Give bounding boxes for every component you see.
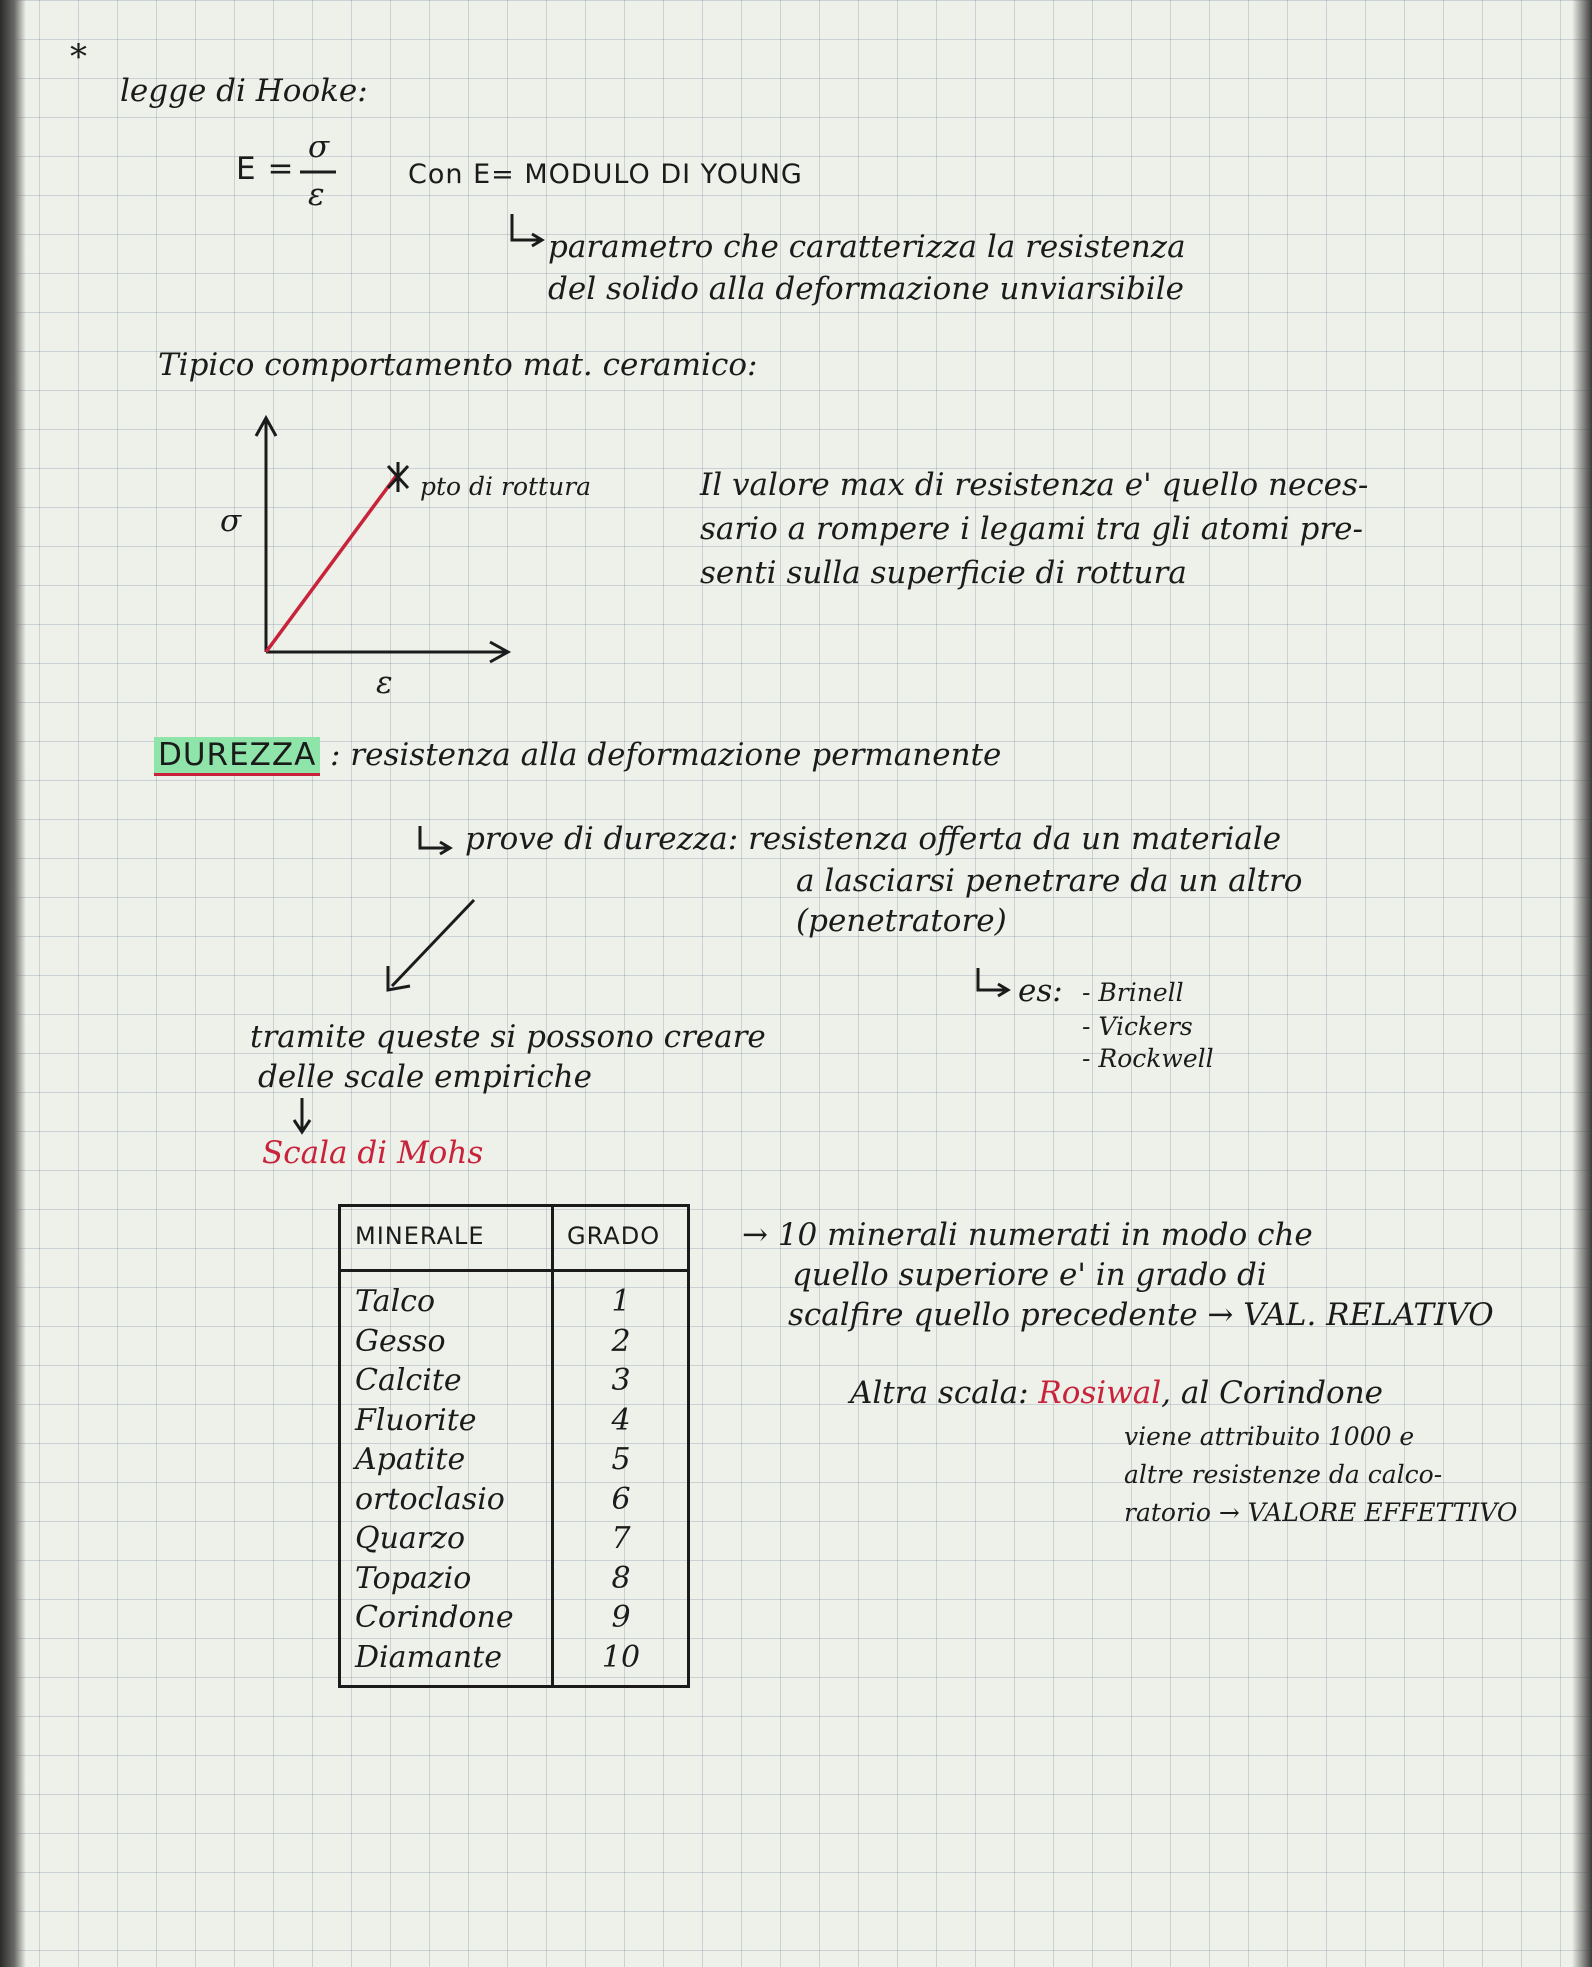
- rosiwal-line-3: altre resistenze da calco-: [1124, 1460, 1443, 1489]
- mineral-grade: 8: [611, 1560, 631, 1596]
- hardness-definition: : resistenza alla deformazione permanente: [330, 737, 1002, 773]
- rosiwal-line-2: viene attribuito 1000 e: [1124, 1422, 1415, 1451]
- hardness-tests-line-1: prove di durezza: resistenza offerta da un materiale: [465, 821, 1282, 857]
- graph-y-axis-label: σ: [220, 503, 242, 539]
- table-header-mineral: MINERALE: [355, 1222, 485, 1250]
- mineral-name: Topazio: [355, 1560, 472, 1596]
- tests-to-scales-arrow: [392, 900, 474, 986]
- mineral-name: Quarzo: [355, 1521, 466, 1556]
- mohs-scale-title: Scala di Mohs: [262, 1135, 484, 1171]
- example-rockwell: - Rockwell: [1082, 1044, 1214, 1073]
- rosiwal-name: Rosiwal: [1038, 1375, 1162, 1411]
- rosiwal-rest: , al Corindone: [1161, 1375, 1383, 1411]
- mohs-note-line-2: quello superiore e' in grado di: [792, 1257, 1267, 1293]
- rosiwal-prefix: Altra scala:: [850, 1375, 1029, 1411]
- mineral-grade: 4: [611, 1402, 631, 1438]
- hooke-title: legge di Hooke:: [120, 73, 368, 109]
- hooke-formula-denominator: ε: [308, 177, 325, 213]
- mineral-grade: 2: [611, 1323, 631, 1359]
- mineral-name: Gesso: [355, 1323, 446, 1359]
- young-parameter-line-1: parametro che caratterizza la resistenza: [548, 229, 1186, 265]
- mohs-note-line-1: → 10 minerali numerati in modo che: [742, 1217, 1313, 1253]
- mineral-grade: 7: [611, 1521, 631, 1556]
- example-brinell: - Brinell: [1082, 978, 1184, 1007]
- mineral-grade: 3: [611, 1363, 631, 1398]
- mineral-grade: 10: [601, 1639, 641, 1675]
- examples-prefix: es:: [1018, 973, 1063, 1009]
- mineral-grade: 9: [611, 1600, 631, 1635]
- hardness-tests-line-2: a lasciarsi penetrare da un altro: [796, 863, 1303, 899]
- ceramic-description-line-3: senti sulla superficie di rottura: [700, 555, 1187, 591]
- star-marker: *: [70, 37, 87, 77]
- hooke-formula-numerator: σ: [308, 129, 330, 165]
- mineral-name: Apatite: [355, 1442, 466, 1477]
- graph-stress-strain-line: [266, 476, 396, 652]
- graph-x-axis-label: ε: [376, 665, 393, 701]
- table-header-grade: GRADO: [567, 1222, 661, 1250]
- ceramic-description-line-2: sario a rompere i legami tra gli atomi pre-: [700, 511, 1363, 547]
- hardness-tests-line-3: (penetratore): [796, 903, 1007, 939]
- mineral-grade: 6: [611, 1481, 631, 1517]
- graph-break-point-label: pto di rottura: [420, 472, 592, 501]
- young-parameter-line-2: del solido alla deformazione unviarsibile: [548, 271, 1184, 307]
- young-modulus-definition: Con E= MODULO DI YOUNG: [408, 159, 803, 190]
- graph-break-point-star: [388, 462, 408, 492]
- mohs-note-line-3: scalfire quello precedente → VAL. RELATIVO: [788, 1297, 1494, 1333]
- mineral-grade: 5: [611, 1442, 631, 1477]
- mineral-name: ortoclasio: [355, 1481, 505, 1517]
- empirical-scales-line-2: delle scale empiriche: [258, 1059, 592, 1095]
- mineral-name: Talco: [355, 1284, 436, 1319]
- mineral-name: Fluorite: [355, 1402, 477, 1438]
- mineral-name: Diamante: [355, 1639, 502, 1675]
- mineral-name: Corindone: [355, 1600, 514, 1635]
- hooke-formula-lhs: E =: [236, 151, 295, 187]
- ceramic-description-line-1: Il valore max di resistenza e' quello neces-: [700, 467, 1369, 503]
- rosiwal-line-4: ratorio → VALORE EFFETTIVO: [1124, 1498, 1518, 1527]
- empirical-scales-line-1: tramite queste si possono creare: [250, 1019, 766, 1055]
- example-vickers: - Vickers: [1082, 1012, 1193, 1041]
- hardness-title-highlight: DUREZZA: [154, 737, 320, 776]
- mineral-name: Calcite: [355, 1363, 462, 1398]
- mineral-grade: 1: [611, 1284, 631, 1319]
- ceramic-behavior-title: Tipico comportamento mat. ceramico:: [158, 347, 758, 383]
